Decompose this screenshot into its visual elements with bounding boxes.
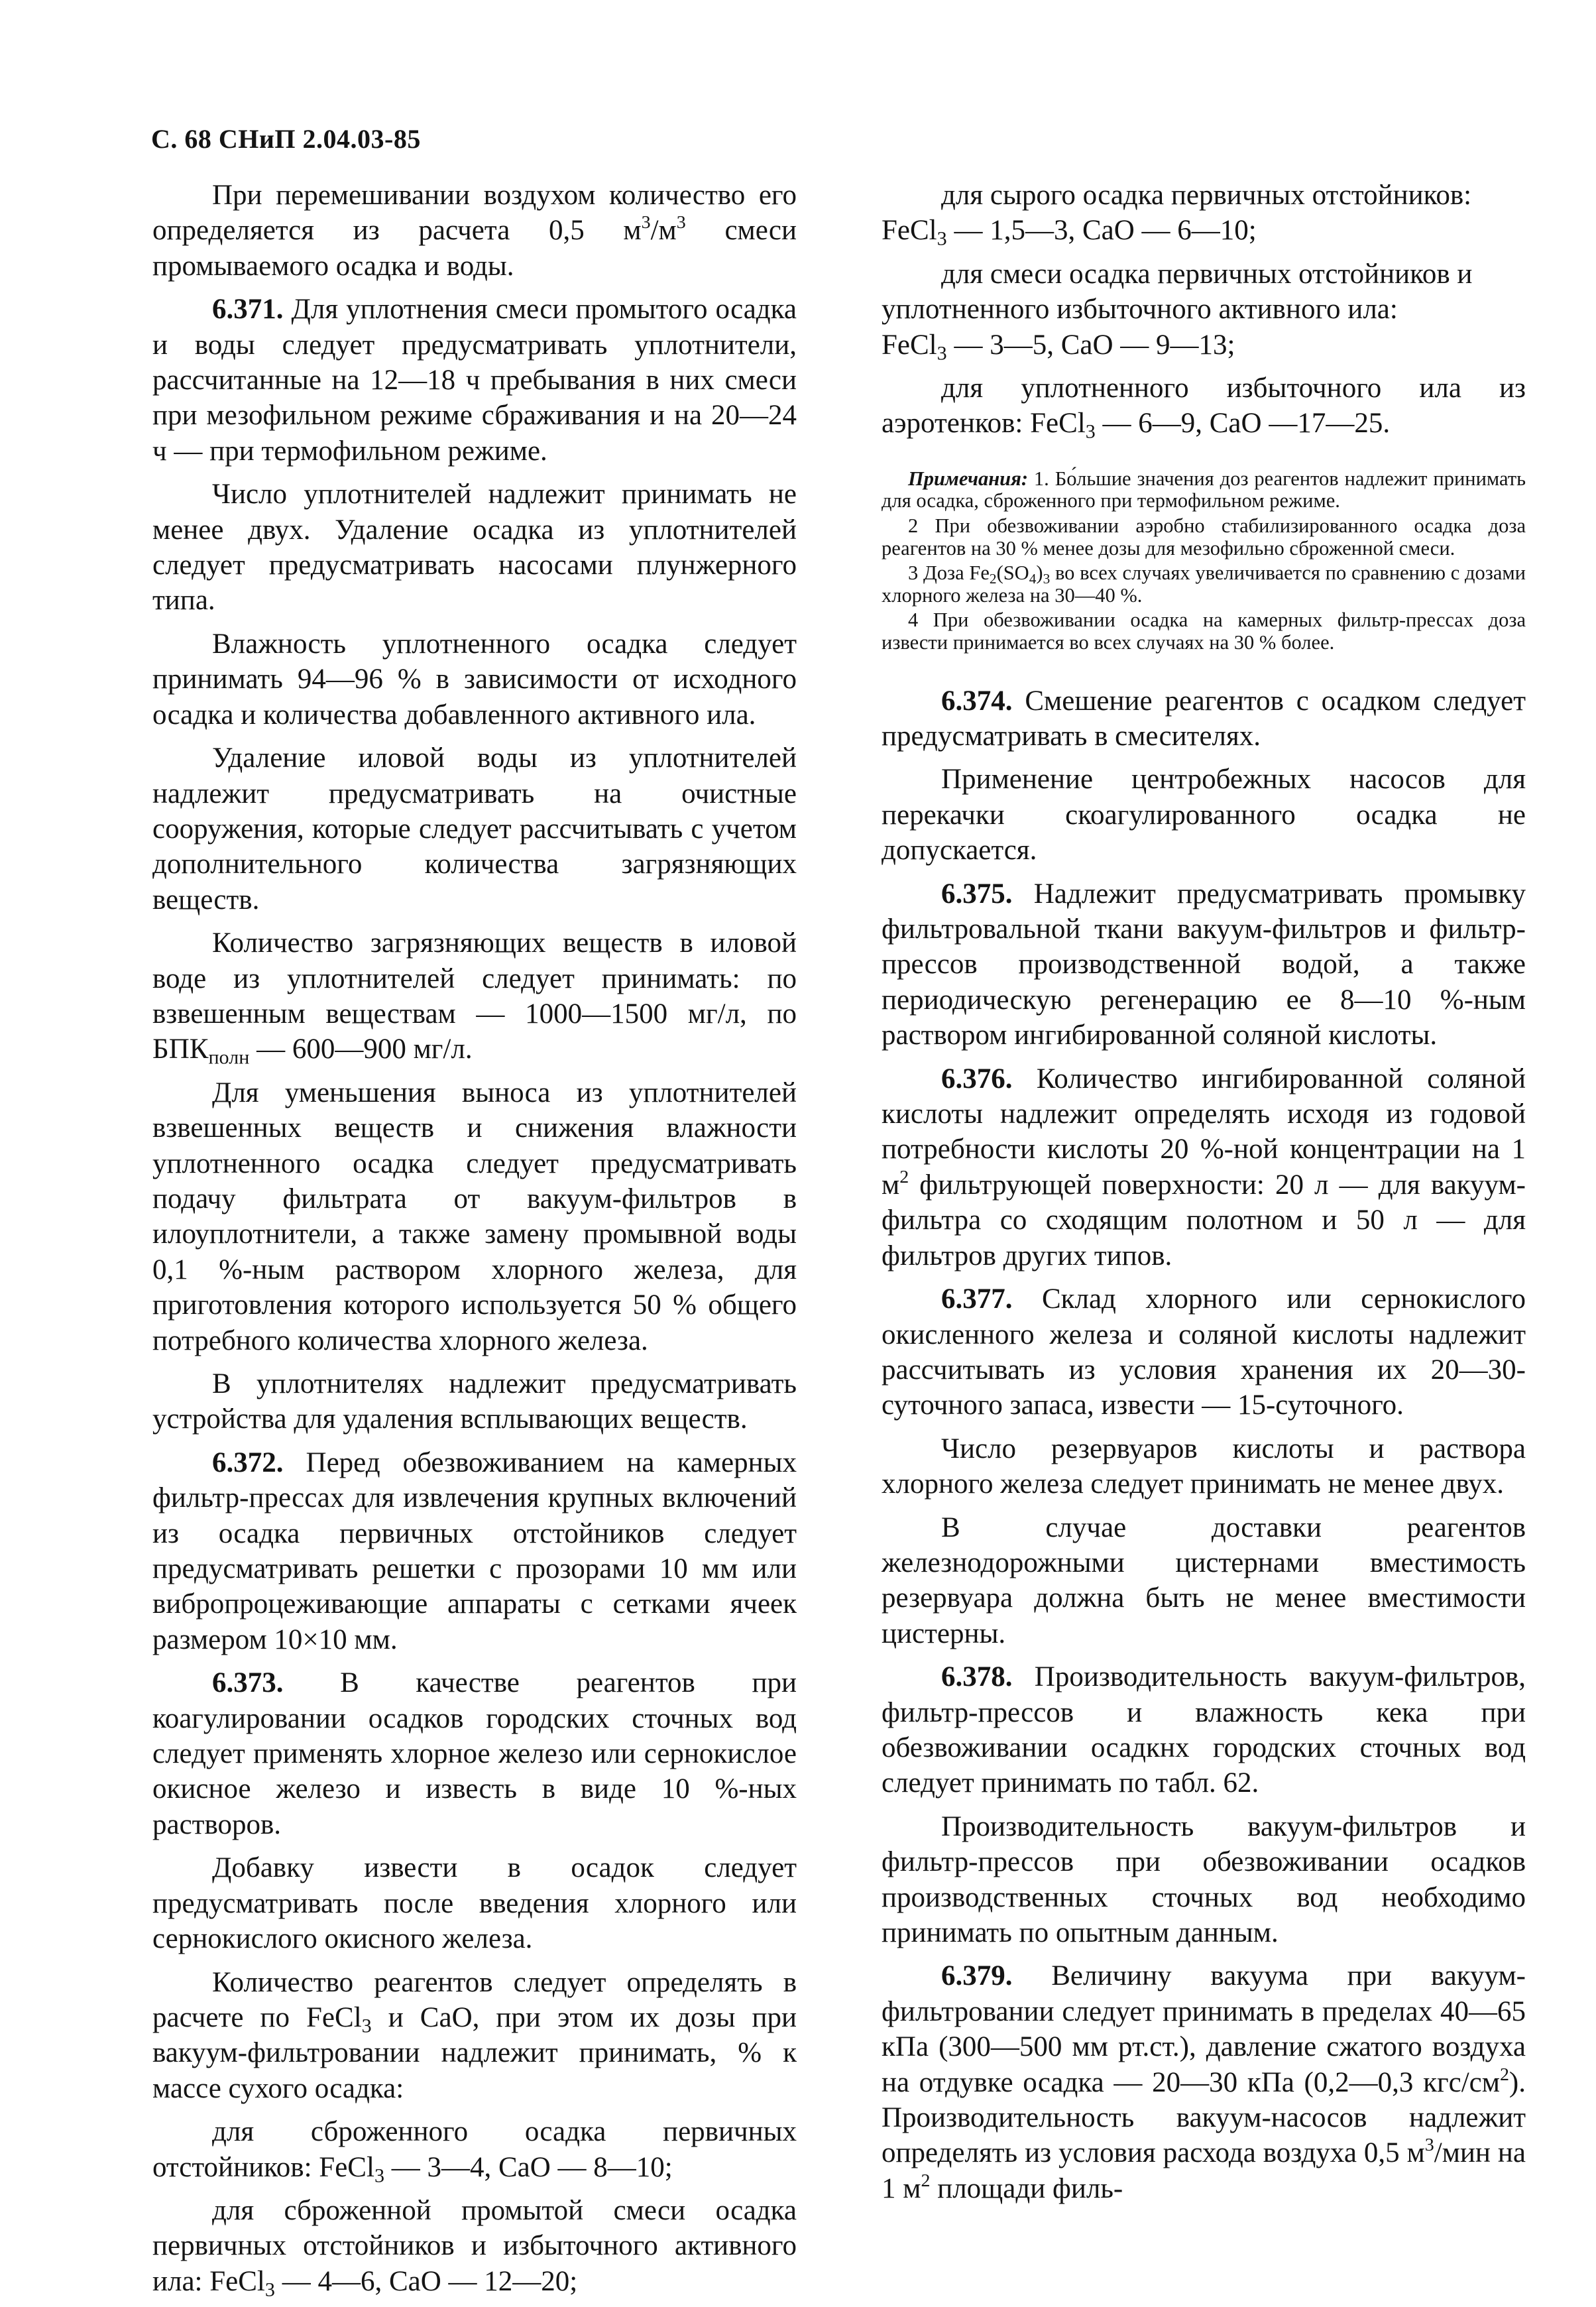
note-4: 4 При обезвоживании осадка на камерных фильтр-прессах доза извести принимается во всех случаях на 30 % более. [882,609,1526,654]
paragraph: для сброженной промытой смеси осадка первичных отстойников и избыточного активного ила: FeCl$_3$ — 4—6, CaO — 12—20; [152,2194,797,2301]
paragraph: При перемешивании воздухом количество его определяется из расчета 0,5 $м^3/м^3$ смеси промываемого осадка и воды. [152,180,797,282]
page-header: С. 68 СНиП 2.04.03-85 [151,124,421,154]
clause-number: 6.371. [212,294,284,325]
dose-formula: FeCl$_3$ — 3—5, CaO — 9—13; [882,329,1235,365]
clause-6-376 [882,1061,1526,1273]
note-text: 1. Бо́льшие значения доз реагентов надлежит принимать для осадка, сброженного при термофильном режиме. [882,467,1526,512]
clause-text: В качестве реагентов при коагулировании осадков городских сточных вод следует применять хлорное железо или сернокислое окисное железо и известь в виде 10 %-ных растворов. [152,1667,797,1840]
paragraph: В случае доставки реагентов железнодорожными цистернами вместимость резервуара должна быть не менее вместимости цистерны. [882,1511,1526,1649]
clause-6-377 [882,1281,1526,1423]
right-column [882,178,1526,2214]
paragraph: Количество загрязняющих веществ в иловой воде из уплотнителей следует принимать: по взвешенным веществам — 1000—1500 мг/л, по $БПК_{полн}$ — 600—900 мг/л. [152,927,797,1069]
clause-text: Смешение реагентов с осадком следует предусматривать в смесителях. [882,685,1526,752]
clause-number: 6.375. [941,878,1013,910]
dose-line: для сырого осадка первичных отстойников: [941,180,1472,211]
clause-6-374 [882,683,1526,754]
clause-text: Количество ингибированной соляной кислоты надлежит определять исходя из годовой потребности кислоты 20 %-ной концентрации на 1 $м^2$ фильтрующей поверхности: 20 л — для вакуум-фильтра со сходящим полотном и 50 л — для фильтров других типов. [882,1063,1526,1272]
paragraph: Добавку извести в осадок следует предусматривать после введения хлорного или сернокислого окисного железа. [152,1852,797,1955]
clause-6-372 [152,1445,797,1657]
notes-label: Примечания: [908,467,1028,490]
dose-line: для уплотненного избыточного ила из аэротенков: FeCl$_3$ — 6—9, CaO —17—25. [882,373,1526,443]
paragraph: Количество реагентов следует определять в расчете по FeCl$_3$ и CaO, при этом их дозы при вакуум-фильтровании надлежит принимать, % к массе сухого осадка: [152,1966,797,2104]
note-1 [882,468,1526,512]
clause-text: Величину вакуума при вакуум-фильтровании следует принимать в пределах 40—65 кПа (300—500 мм рт.ст.), давление сжатого воздуха на отдувке осадка — 20—30 кПа (0,2—0,3 кгс/$см^2$). Производительность вакуум-насосов надлежит определять из условия расхода воздуха 0,5 $м^3$/мин на 1 $м^2$ площади филь- [882,1960,1526,2204]
paragraph: В уплотнителях надлежит предусматривать устройства для удаления всплывающих веществ. [152,1368,797,1435]
dose-formula: FeCl$_3$ — 1,5—3, CaO — 6—10; [882,215,1257,250]
clause-text: Для уплотнения смеси промытого осадка и воды следует предусматривать уплотнители, рассчитанные на 12—18 ч пребывания в них смеси при мезофильном режиме сбраживания и на 20—24 ч — при термофильном режиме. [152,294,797,467]
clause-6-378 [882,1659,1526,1801]
paragraph: Влажность уплотненного осадка следует принимать 94—96 % в зависимости от исходного осадка и количества добавленного активного ила. [152,628,797,731]
clause-number: 6.377. [941,1283,1013,1315]
clause-number: 6.372. [212,1447,284,1478]
clause-6-375 [882,876,1526,1053]
paragraph: Удаление иловой воды из уплотнителей надлежит предусматривать на очистные сооружения, которые следует рассчитывать с учетом дополнительного количества загрязняющих веществ. [152,742,797,916]
left-column [152,178,797,2307]
clause-6-371 [152,292,797,469]
clause-text: Склад хлорного или сернокислого окисленного железа и соляной кислоты надлежит рассчитывать из условия хранения их 20—30-суточного запаса, извести — 15-суточного. [882,1283,1526,1421]
note-3: 3 Доза $Fe_2(SO_4)_3$ во всех случаях увеличивается по сравнению с дозами хлорного железа на 30—40 %. [882,562,1526,607]
clause-number: 6.373. [212,1667,284,1699]
paragraph: Для уменьшения выноса из уплотнителей взвешенных веществ и снижения влажности уплотненного осадка следует предусматривать подачу фильтрата от вакуум-фильтров в илоуплотнители, а также замену промывной воды 0,1 %-ным раствором хлорного железа, для приготовления которого используется 50 % общего потребного количества хлорного железа. [152,1077,797,1356]
clause-6-379 [882,1958,1526,2206]
paragraph: Применение центробежных насосов для перекачки скоагулированного осадка не допускается. [882,764,1526,866]
notes-block [882,468,1526,654]
clause-text: Перед обезвоживанием на камерных фильтр-прессах для извлечения крупных включений из осадка первичных отстойников следует предусматривать решетки с прозорами 10 мм или вибропроцеживающие аппараты с сетками ячеек размером 10×10 мм. [152,1447,797,1655]
note-2: 2 При обезвоживании аэробно стабилизированного осадка доза реагентов на 30 % менее дозы для мезофильно сброженной смеси. [882,514,1526,560]
clause-number: 6.374. [941,685,1013,717]
clause-text: Производительность вакуум-фильтров, фильтр-прессов и влажность кека при обезвоживании осадкнх городских сточных вод следует принимать по табл. 62. [882,1661,1526,1799]
paragraph: Число резервуаров кислоты и раствора хлорного железа следует принимать не менее двух. [882,1433,1526,1500]
paragraph: Производительность вакуум-фильтров и фильтр-прессов при обезвоживании осадков производственных сточных вод необходимо принимать по опытным данным. [882,1810,1526,1948]
dose-line: для смеси осадка первичных отстойников и уплотненного избыточного активного ила: [882,258,1473,325]
clause-number: 6.379. [941,1960,1013,1992]
clause-6-373 [152,1665,797,1842]
clause-text: Надлежит предусматривать промывку фильтровальной ткани вакуум-фильтров и фильтр-прессов производственной водой, а также периодическую регенерацию ее 8—10 %-ным раствором ингибированной соляной кислоты. [882,878,1526,1051]
clause-number: 6.378. [941,1661,1013,1693]
paragraph: для сброженного осадка первичных отстойников: FeCl$_3$ — 3—4, CaO — 8—10; [152,2116,797,2186]
clause-number: 6.376. [941,1063,1013,1094]
paragraph: Число уплотнителей надлежит принимать не менее двух. Удаление осадка из уплотнителей следует предусматривать насосами плунжерного типа. [152,479,797,617]
